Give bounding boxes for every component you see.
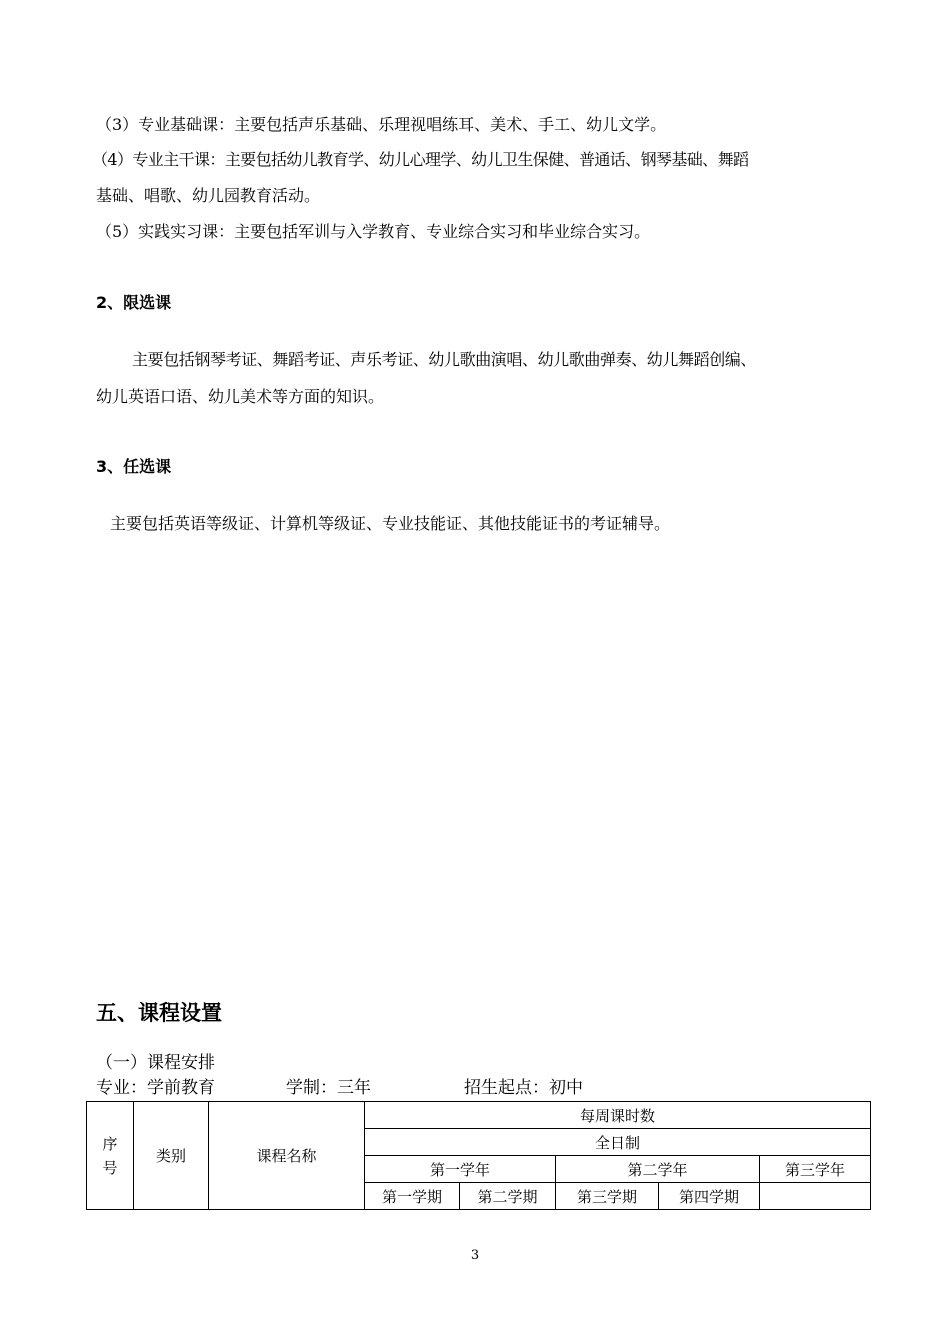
page-number: 3 [470, 1248, 480, 1263]
header-term-4: 第四学期 [659, 1183, 760, 1210]
header-term-2: 第二学期 [460, 1183, 556, 1210]
heading-free-electives: 3、任选课 [96, 457, 172, 476]
program-enroll-start: 招生起点：初中 [464, 1078, 583, 1098]
header-course-name: 课程名称 [209, 1102, 365, 1210]
program-duration: 学制：三年 [286, 1078, 371, 1098]
header-index: 序号 [87, 1102, 134, 1210]
paragraph-core-courses-line2: 基础、唱歌、幼儿园教育活动。 [96, 186, 321, 205]
header-year-1: 第一学年 [365, 1156, 556, 1183]
header-full-time: 全日制 [365, 1129, 871, 1156]
paragraph-limited-electives-line2: 幼儿英语口语、幼儿美术等方面的知识。 [96, 387, 385, 406]
paragraph-limited-electives-line1: 主要包括钢琴考证、舞蹈考证、声乐考证、幼儿歌曲演唱、幼儿歌曲弹奏、幼儿舞蹈创编、 [132, 350, 757, 369]
paragraph-practice-courses: （5）实践实习课：主要包括军训与入学教育、专业综合实习和毕业综合实习。 [96, 222, 651, 241]
header-category: 类别 [134, 1102, 209, 1210]
header-term-3: 第三学期 [556, 1183, 659, 1210]
course-schedule-table [86, 1101, 871, 1210]
header-term-1: 第一学期 [365, 1183, 460, 1210]
header-year-3: 第三学年 [760, 1156, 871, 1183]
program-major: 专业：学前教育 [96, 1078, 215, 1098]
subsection-title: （一）课程安排 [96, 1053, 215, 1073]
paragraph-core-courses-line1: （4）专业主干课：主要包括幼儿教育学、幼儿心理学、幼儿卫生保健、普通话、钢琴基础、舞蹈 [92, 150, 749, 169]
heading-limited-electives: 2、限选课 [96, 293, 172, 312]
header-year-2: 第二学年 [556, 1156, 760, 1183]
header-term-empty [760, 1183, 871, 1210]
section-title: 五、课程设置 [96, 1001, 222, 1025]
paragraph-free-electives: 主要包括英语等级证、计算机等级证、专业技能证、其他技能证书的考证辅导。 [110, 514, 671, 533]
paragraph-foundation-courses: （3）专业基础课：主要包括声乐基础、乐理视唱练耳、美术、手工、幼儿文学。 [96, 115, 667, 134]
header-weekly-hours: 每周课时数 [365, 1102, 871, 1129]
